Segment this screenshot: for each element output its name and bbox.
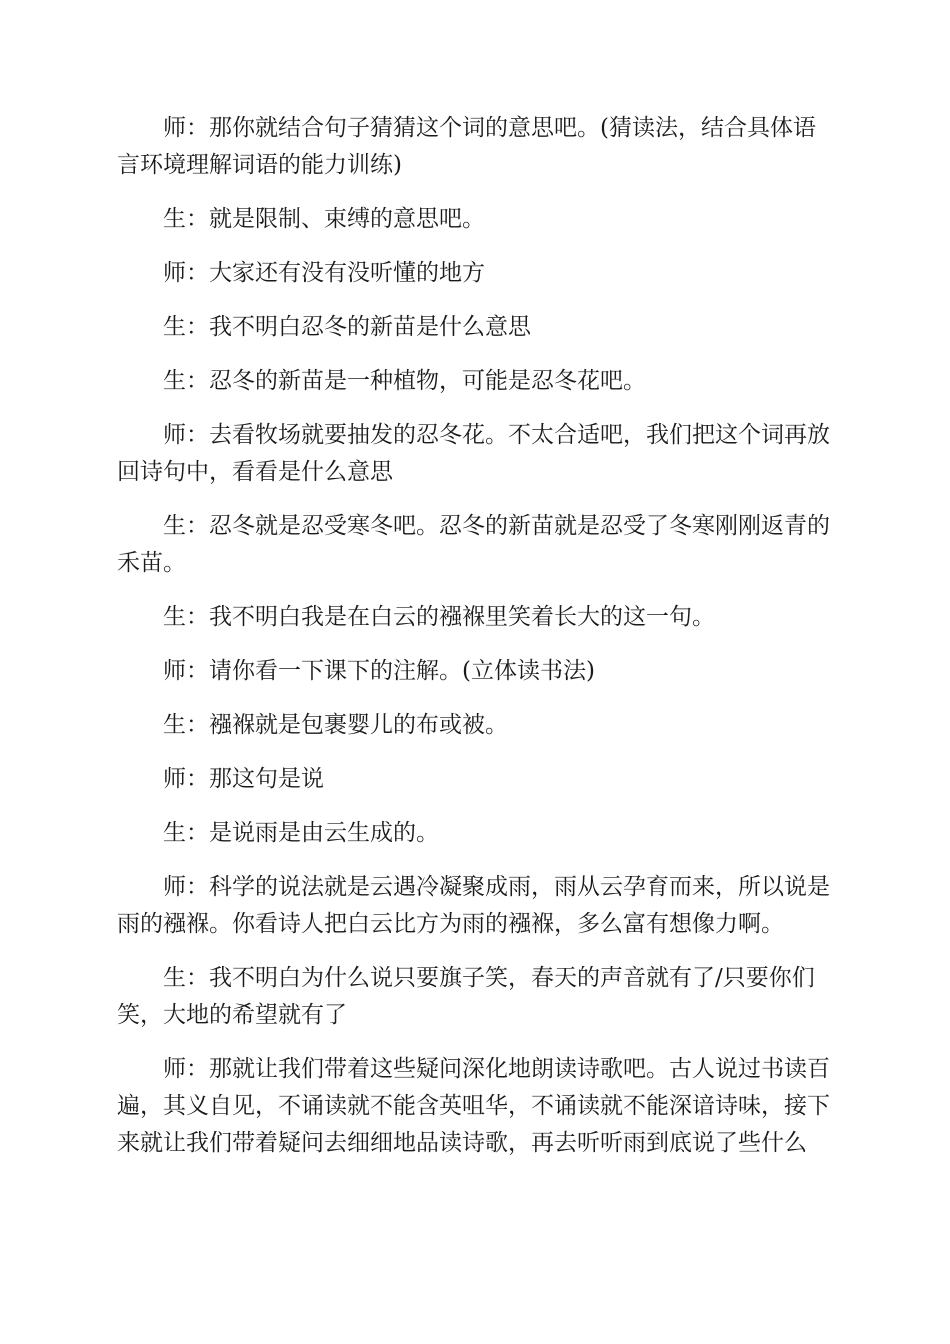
document-body — [117, 110, 835, 1179]
paragraph-student-rain-from-cloud: 生：是说雨是由云生成的。 — [163, 820, 439, 846]
paragraph-teacher-put-back: 师：去看牧场就要抽发的忍冬花。不太合适吧，我们把这个词再放回诗句中，看看是什么意思 — [117, 422, 830, 485]
paragraph-student-swaddle-question: 生：我不明白我是在白云的襁褓里笑着长大的这一句。 — [163, 604, 715, 630]
paragraph-teacher-see-notes: 师：请你看一下课下的注解。(立体读书法) — [163, 658, 595, 684]
paragraph-student-rendong-flower: 生：忍冬的新苗是一种植物，可能是忍冬花吧。 — [163, 368, 646, 394]
paragraph-teacher-scientific-explanation: 师：科学的说法就是云遇冷凝聚成雨，雨从云孕育而来，所以说是雨的襁褓。你看诗人把白云比方为雨的襁褓，多么富有想像力啊。 — [117, 874, 830, 937]
paragraph-student-swaddle-meaning: 生：襁褓就是包裹婴儿的布或被。 — [163, 712, 508, 738]
paragraph-teacher-guess-meaning: 师：那你就结合句子猜猜这个词的意思吧。(猜读法，结合具体语言环境理解词语的能力训练) — [117, 115, 816, 178]
paragraph-teacher-this-sentence: 师：那这句是说 — [163, 766, 324, 792]
paragraph-student-restriction: 生：就是限制、束缚的意思吧。 — [163, 206, 485, 232]
paragraph-student-rendong-question: 生：我不明白忍冬的新苗是什么意思 — [163, 314, 531, 340]
paragraph-teacher-any-questions: 师：大家还有没有没听懂的地方 — [163, 260, 485, 286]
paragraph-student-flag-smile: 生：我不明白为什么说只要旗子笑，春天的声音就有了/只要你们笑，大地的希望就有了 — [117, 965, 815, 1028]
paragraph-teacher-read-aloud: 师：那就让我们带着这些疑问深化地朗读诗歌吧。古人说过书读百遍，其义自见，不诵读就不能含英咀华，不诵读就不能深谙诗味，接下来就让我们带着疑问去细细地品读诗歌，再去听听雨到底说了些什么 — [117, 1056, 830, 1156]
paragraph-student-endure-winter: 生：忍冬就是忍受寒冬吧。忍冬的新苗就是忍受了冬寒刚刚返青的禾苗。 — [117, 513, 830, 576]
